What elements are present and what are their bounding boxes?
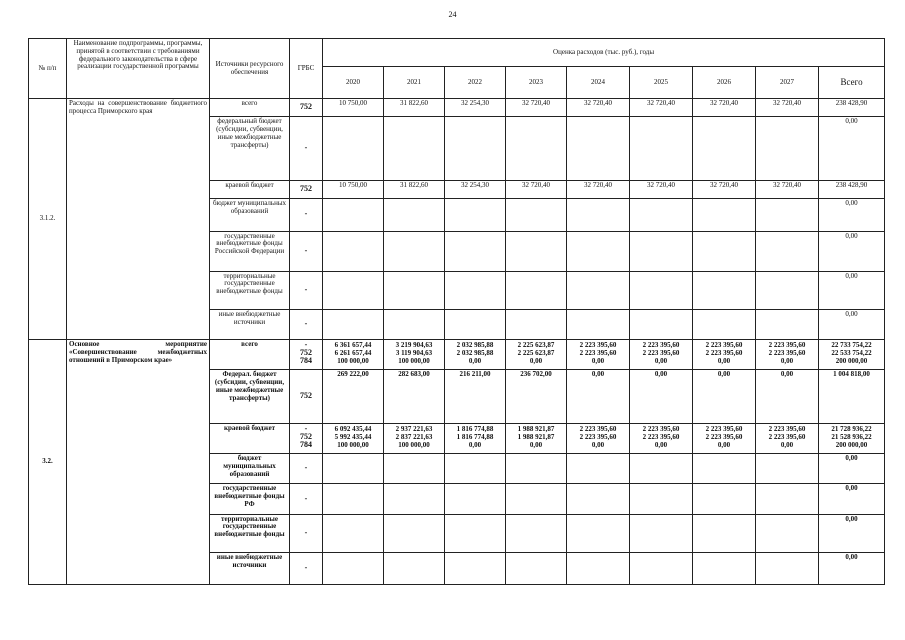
amount: 2 223 395,60 [579,340,617,349]
grbs-value: 784 [300,440,312,450]
grbs-value: - [304,318,308,328]
year-value [756,199,819,231]
amount: 0,00 [845,199,858,208]
year-value [756,370,819,424]
year-value [693,370,756,424]
amount: 2 223 395,60 [642,425,680,434]
amount: 32 720,40 [522,181,550,190]
year-value [693,117,756,181]
year-value [384,99,445,117]
amount: 0,00 [591,356,605,365]
grbs-code [290,99,323,117]
amount: 236 702,00 [520,370,552,379]
year-value [506,454,567,484]
table-body [29,99,885,585]
total-value [819,181,885,199]
year-value [506,231,567,271]
amount: 2 223 395,60 [768,348,806,357]
total-value [819,552,885,584]
amount: 2 223 395,60 [768,433,806,442]
year-value [630,339,693,369]
grbs-value: - [304,562,308,572]
year-value [323,271,384,309]
amount: 1 816 774,88 [456,433,494,442]
amount: 238 428,90 [835,99,868,107]
year-value [323,231,384,271]
year-value [323,181,384,199]
amount: 2 223 395,60 [579,348,617,357]
year-value [506,99,567,117]
year-value [445,514,506,552]
funding-source: бюджет муниципальных образований [210,454,290,484]
total-value [819,117,885,181]
grbs-value: 752 [300,347,312,357]
amount: 5 992 435,44 [334,433,372,442]
grbs-code [290,339,323,369]
amount: 0,00 [591,441,605,450]
amount: 32 720,40 [773,99,801,107]
year-value [567,370,630,424]
funding-source: иные внебюджетные источники [210,552,290,584]
year-value [506,309,567,339]
amount: 0,00 [780,441,794,450]
funding-source: всего [210,339,290,369]
amount: 2 937 221,63 [395,425,433,434]
year-value [567,117,630,181]
header-year: 2024 [567,67,630,99]
grbs-value: 752 [300,391,312,401]
year-value [384,552,445,584]
year-value [506,514,567,552]
amount: 2 223 395,60 [579,425,617,434]
year-value [693,514,756,552]
funding-source: федеральный бюджет (субсидии, субвенции, иные межбюджетные трансферты) [210,117,290,181]
amount: 21 728 936,22 [831,425,872,434]
year-value [506,424,567,454]
amount: 32 720,40 [710,181,738,190]
year-value [630,454,693,484]
year-value [693,231,756,271]
year-value [693,271,756,309]
year-value [384,424,445,454]
year-value [323,552,384,584]
year-value [693,181,756,199]
amount: 0,00 [845,514,858,523]
grbs-code [290,199,323,231]
grbs-value: 752 [300,184,312,194]
header-year: 2025 [630,67,693,99]
amount: 10 750,00 [339,181,367,190]
amount: 1 988 921,87 [517,425,555,434]
amount: 0,00 [845,231,858,240]
amount: 31 822,60 [400,99,428,107]
year-value [445,181,506,199]
table-row [29,339,885,369]
funding-source: краевой бюджет [210,181,290,199]
header-year: 2020 [323,67,384,99]
amount: 200 000,00 [835,441,868,450]
year-value [384,454,445,484]
row-number: 3.1.2. [29,99,67,340]
amount: 2 225 623,87 [517,348,555,357]
amount: 32 720,40 [522,99,550,107]
total-value [819,231,885,271]
year-value [323,514,384,552]
grbs-code [290,484,323,514]
grbs-code [290,552,323,584]
year-value [506,117,567,181]
amount: 6 261 657,44 [334,348,372,357]
amount: 0,00 [845,117,858,126]
grbs-code [290,271,323,309]
year-value [445,552,506,584]
header-year: 2027 [756,67,819,99]
header-total: Всего [819,67,885,99]
year-value [506,181,567,199]
funding-source: бюджет муниципальных образований [210,199,290,231]
funding-source: территориальные государственные внебюджетные фонды [210,271,290,309]
year-value [756,271,819,309]
year-value [384,309,445,339]
amount: 0,00 [717,370,731,379]
year-value [323,454,384,484]
year-value [384,199,445,231]
year-value [445,99,506,117]
amount: 32 720,40 [584,181,612,190]
total-value [819,271,885,309]
year-value [756,99,819,117]
amount: 0,00 [845,454,858,463]
amount: 100 000,00 [337,356,369,365]
total-value [819,454,885,484]
grbs-value: 752 [300,102,312,112]
amount: 2 223 395,60 [705,348,743,357]
year-value [630,424,693,454]
amount: 1 988 921,87 [517,433,555,442]
row-number: 3.2. [29,339,67,584]
amount: 2 223 395,60 [705,425,743,434]
funding-source: территориальные государственные внебюджетные фонды [210,514,290,552]
year-value [384,181,445,199]
amount: 31 822,60 [400,181,428,190]
amount: 6 361 657,44 [334,340,372,349]
page-number: 24 [448,10,457,19]
year-value [630,271,693,309]
amount: 2 223 395,60 [705,433,743,442]
year-value [567,99,630,117]
year-value [567,514,630,552]
funding-source: государственные внебюджетные фонды РФ [210,484,290,514]
amount: 32 720,40 [647,99,675,107]
amount: 0,00 [591,370,605,379]
year-value [693,309,756,339]
year-value [756,309,819,339]
amount: 2 223 395,60 [579,433,617,442]
amount: 6 092 435,44 [334,425,372,434]
header-grbs: ГРБС [290,39,323,99]
year-value [384,370,445,424]
header-year: 2026 [693,67,756,99]
amount: 3 119 904,63 [395,348,433,357]
year-value [693,484,756,514]
amount: 0,00 [780,370,794,379]
amount: 2 225 623,87 [517,340,555,349]
amount: 22 733 754,22 [831,340,872,349]
grbs-value: - [304,463,308,473]
grbs-code [290,309,323,339]
amount: 32 720,40 [647,181,675,190]
year-value [630,231,693,271]
header-year: 2022 [445,67,506,99]
year-value [630,99,693,117]
grbs-value: - [304,143,308,153]
year-value [445,271,506,309]
amount: 100 000,00 [337,441,369,450]
table-row [29,99,885,117]
year-value [756,514,819,552]
year-value [756,484,819,514]
year-value [445,339,506,369]
total-value [819,424,885,454]
total-value [819,370,885,424]
amount: 0,00 [717,356,731,365]
amount: 2 223 395,60 [642,340,680,349]
year-value [445,484,506,514]
header-num: № п/п [29,39,67,99]
program-name: Основное мероприятие «Совершенствование межбюджетных отношений в Приморском крае» [67,339,210,584]
header-sources: Источники ресурсного обеспечения [210,39,290,99]
amount: 3 219 904,63 [395,340,433,349]
program-name: Расходы на совершенствование бюджетного процесса Приморского края [67,99,210,340]
amount: 2 223 395,60 [642,433,680,442]
amount: 32 720,40 [584,99,612,107]
year-value [567,199,630,231]
amount: 0,00 [845,552,858,561]
grbs-value: - [304,493,308,503]
amount: 0,00 [529,441,543,450]
year-value [693,99,756,117]
amount: 238 428,90 [835,181,868,190]
amount: 0,00 [780,356,794,365]
amount: 2 032 985,88 [456,340,494,349]
year-value [323,339,384,369]
funding-source: Федерал. бюджет (субсидии, субвенции, иные межбюджетные трансферты) [210,370,290,424]
amount: 2 032 985,88 [456,348,494,357]
funding-source: всего [210,99,290,117]
amount: 0,00 [845,271,858,280]
amount: 2 223 395,60 [768,425,806,434]
year-value [567,309,630,339]
year-value [323,117,384,181]
year-value [693,339,756,369]
amount: 282 683,00 [398,370,430,379]
year-value [630,370,693,424]
year-value [630,199,693,231]
year-value [506,552,567,584]
year-value [756,552,819,584]
year-value [323,484,384,514]
year-value [445,424,506,454]
amount: 216 211,00 [459,370,491,379]
year-value [384,117,445,181]
year-value [567,339,630,369]
year-value [384,514,445,552]
amount: 22 533 754,22 [831,348,872,357]
amount: 269 222,00 [337,370,369,379]
year-value [323,199,384,231]
year-value [756,424,819,454]
year-value [445,199,506,231]
year-value [506,199,567,231]
funding-source: государственные внебюджетные фонды Российской Федерации [210,231,290,271]
amount: 32 254,30 [461,99,489,107]
amount: 0,00 [845,484,858,493]
amount: 100 000,00 [398,356,430,365]
amount: 0,00 [845,309,858,318]
amount: 0,00 [654,370,668,379]
year-value [693,454,756,484]
year-value [693,424,756,454]
year-value [445,370,506,424]
total-value [819,309,885,339]
amount: 32 720,40 [773,181,801,190]
year-value [506,271,567,309]
amount: 21 528 936,22 [831,433,872,442]
amount: 2 223 395,60 [705,340,743,349]
grbs-code [290,454,323,484]
year-value [567,181,630,199]
year-value [506,370,567,424]
year-value [384,231,445,271]
header-estimate: Оценка расходов (тыс. руб.), годы [323,39,885,67]
year-value [693,552,756,584]
expenditure-table [28,38,885,585]
grbs-code [290,231,323,271]
year-value [756,454,819,484]
total-value [819,339,885,369]
year-value [630,484,693,514]
amount: 2 223 395,60 [642,348,680,357]
year-value [693,199,756,231]
year-value [567,271,630,309]
year-value [567,454,630,484]
year-value [756,231,819,271]
amount: 0,00 [717,441,731,450]
amount: 200 000,00 [835,356,868,365]
amount: 0,00 [468,356,482,365]
grbs-code [290,424,323,454]
grbs-code [290,370,323,424]
year-value [567,231,630,271]
total-value [819,484,885,514]
year-value [384,484,445,514]
amount: 10 750,00 [339,99,367,107]
grbs-code [290,514,323,552]
grbs-code [290,181,323,199]
year-value [630,309,693,339]
total-value [819,199,885,231]
amount: 0,00 [529,356,543,365]
amount: 2 837 221,63 [395,433,433,442]
amount: 1 004 818,00 [833,370,870,379]
funding-source: краевой бюджет [210,424,290,454]
amount: 32 720,40 [710,99,738,107]
year-value [567,484,630,514]
grbs-value: - [304,339,308,349]
grbs-value: - [304,209,308,219]
grbs-value: 784 [300,355,312,365]
year-value [756,117,819,181]
grbs-value: - [304,527,308,537]
year-value [445,454,506,484]
year-value [630,181,693,199]
year-value [630,514,693,552]
year-value [323,99,384,117]
amount: 0,00 [654,356,668,365]
year-value [445,309,506,339]
year-value [445,231,506,271]
grbs-value: - [304,245,308,255]
amount: 0,00 [654,441,668,450]
amount: 32 254,30 [461,181,489,190]
year-value [756,339,819,369]
header-name: Наименование подпрограммы, программы, принятой в соответствии с требованиями федерального законодательства в сфере реализации государственной программы [67,39,210,99]
year-value [630,117,693,181]
grbs-value: 752 [300,432,312,442]
year-value [323,309,384,339]
grbs-value: - [304,424,308,434]
year-value [630,552,693,584]
year-value [445,117,506,181]
year-value [323,370,384,424]
year-value [323,424,384,454]
grbs-code [290,117,323,181]
total-value [819,514,885,552]
amount: 0,00 [468,441,482,450]
grbs-value: - [304,284,308,294]
amount: 2 223 395,60 [768,340,806,349]
year-value [506,339,567,369]
amount: 1 816 774,88 [456,425,494,434]
year-value [756,181,819,199]
funding-source: иные внебюджетные источники [210,309,290,339]
year-value [384,339,445,369]
year-value [506,484,567,514]
year-value [567,424,630,454]
header-year: 2021 [384,67,445,99]
header-year: 2023 [506,67,567,99]
year-value [384,271,445,309]
amount: 100 000,00 [398,441,430,450]
total-value [819,99,885,117]
year-value [567,552,630,584]
